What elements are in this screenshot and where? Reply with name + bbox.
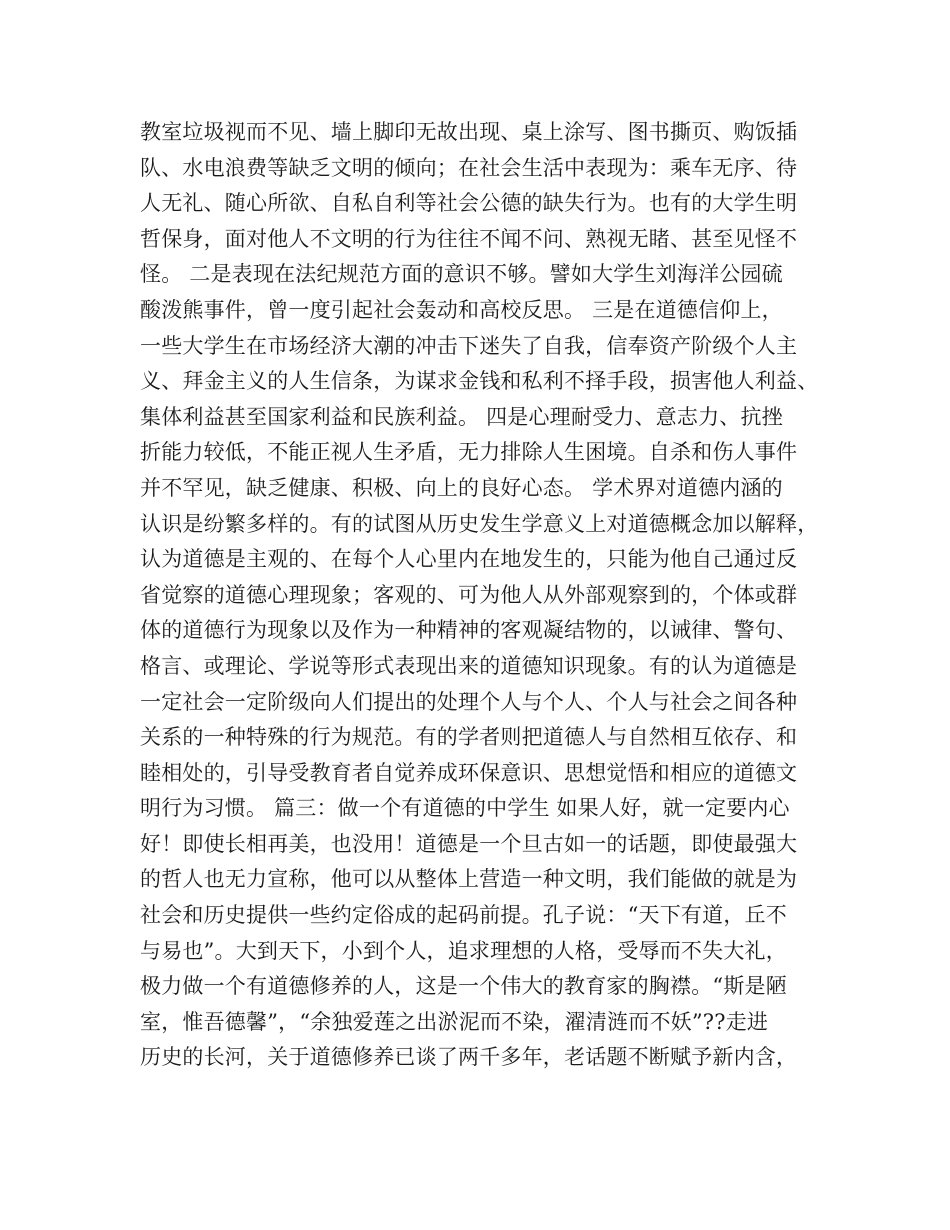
body-text: [140, 115, 840, 1076]
text-line: 室，惟吾德馨”，“余独爱莲之出淤泥而不染，濯清涟而不妖”??走进: [140, 1009, 769, 1034]
text-line: 历史的长河，关于道德修养已谈了两千多年，老话题不断赋予新内含，: [140, 1045, 798, 1070]
text-line: 并不罕见，缺乏健康、积极、向上的良好心态。 学术界对道德内涵的: [140, 475, 783, 500]
text-line: 一定社会一定阶级向人们提出的处理个人与个人、个人与社会之间各种: [140, 689, 798, 714]
text-line: 极力做一个有道德修养的人，这是一个伟大的教育家的胸襟。“斯是陋: [140, 974, 787, 999]
text-line: 教室垃圾视而不见、墙上脚印无故出现、桌上涂写、图书撕页、购饭插: [140, 120, 798, 144]
text-line: 人无礼、随心所欲、自私自利等社会公德的缺失行为。也有的大学生明: [140, 191, 798, 216]
text-line: 集体利益甚至国家利益和民族利益。 四是心理耐受力、意志力、抗挫: [140, 404, 783, 429]
text-line: 体的道德行为现象以及作为一种精神的客观凝结物的，以诫律、警句、: [140, 618, 798, 643]
text-line: 关系的一种特殊的行为规范。有的学者则把道德人与自然相互依存、和: [140, 725, 798, 750]
text-line: 省觉察的道德心理现象；客观的、可为他人从外部观察到的，个体或群: [140, 582, 798, 607]
text-line: 哲保身，面对他人不文明的行为往往不闻不问、熟视无睹、甚至见怪不: [140, 226, 798, 251]
text-line: 明行为习惯。 篇三：做一个有道德的中学生 如果人好，就一定要内心: [140, 796, 790, 821]
text-line: 与易也”。大到天下，小到个人，追求理想的人格，受辱而不失大礼，: [140, 938, 787, 963]
text-line: 认识是纷繁多样的。有的试图从历史发生学意义上对道德概念加以解释，: [140, 511, 819, 536]
text-line: 认为道德是主观的、在每个人心里内在地发生的，只能为他自己通过反: [140, 547, 798, 572]
text-line: 队、水电浪费等缺乏文明的倾向；在社会生活中表现为：乘车无序、待: [140, 155, 798, 180]
text-line: 一些大学生在市场经济大潮的冲击下迷失了自我，信奉资产阶级个人主: [140, 333, 798, 358]
text-line: 格言、或理论、学说等形式表现出来的道德知识现象。有的认为道德是: [140, 653, 798, 678]
text-line: 好！即使长相再美，也没用！道德是一个旦古如一的话题，即使最强大: [140, 831, 798, 856]
text-line: 怪。 二是表现在法纪规范方面的意识不够。譬如大学生刘海洋公园硫: [140, 262, 783, 287]
text-line: 义、拜金主义的人生信条，为谋求金钱和私利不择手段，损害他人利益、: [140, 369, 819, 394]
text-line: 折能力较低，不能正视人生矛盾，无力排除人生困境。自杀和伤人事件: [140, 440, 798, 465]
text-line: 睦相处的，引导受教育者自觉养成环保意识、思想觉悟和相应的道德文: [140, 760, 798, 785]
text-line: 的哲人也无力宣称，他可以从整体上营造一种文明，我们能做的就是为: [140, 867, 798, 892]
text-line: 社会和历史提供一些约定俗成的起码前提。孔子说：“天下有道，丘不: [140, 903, 787, 928]
text-line: 酸泼熊事件，曾一度引起社会轰动和高校反思。 三是在道德信仰上，: [140, 297, 783, 322]
